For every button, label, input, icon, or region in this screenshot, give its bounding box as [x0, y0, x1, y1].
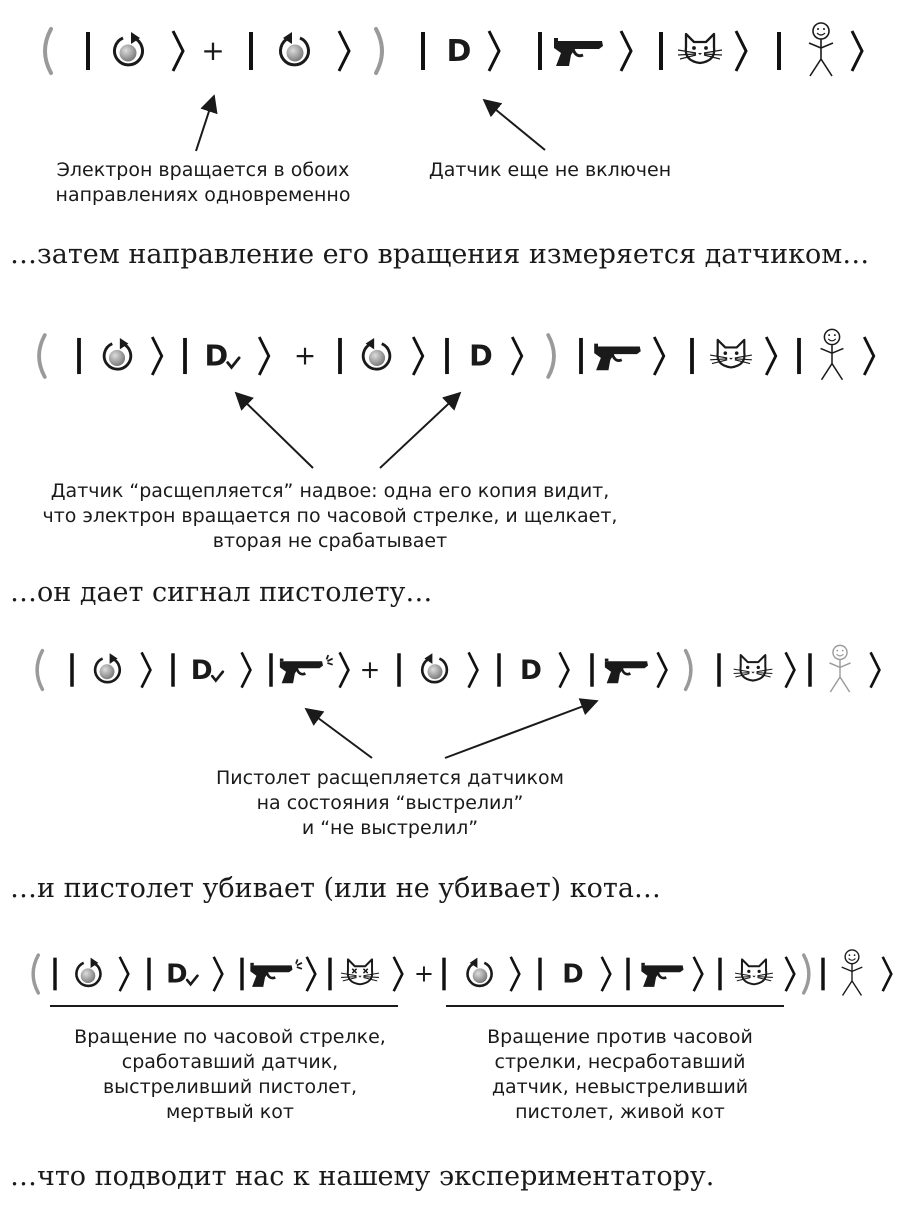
open-paren: [45, 29, 51, 73]
ket-angle: [766, 337, 776, 375]
ket-angle: [173, 31, 183, 71]
dead-cat-icon: [341, 959, 379, 984]
caption-clockwise-branch: Вращение по часовой стрелке, сработавший датчик, выстреливший пистолет, мертвый кот: [74, 1026, 386, 1123]
svg-text:D: D: [166, 959, 188, 990]
gun-icon: [554, 38, 603, 66]
ket-angle: [512, 337, 522, 375]
ket-angle: [736, 31, 746, 71]
caption-counterclockwise-branch: Вращение против часовой стрелки, несработавший датчик, невыстреливший пистолет, живой кот: [487, 1026, 753, 1123]
ket-bar: [269, 653, 273, 686]
ket-angle: [340, 652, 349, 687]
ket-bar: [777, 32, 781, 70]
svg-text:D: D: [520, 654, 542, 686]
ket-angle: [489, 31, 499, 71]
spin-clockwise-icon: [95, 653, 120, 682]
arrow-icon: [306, 709, 372, 758]
svg-text:D: D: [190, 654, 213, 686]
plus-sign: +: [293, 340, 317, 372]
stick-figure-icon: [809, 23, 833, 76]
ket-bar: [328, 958, 331, 991]
spin-counterclockwise-icon: [363, 338, 390, 369]
narration-gun-cat: …и пистолет убивает (или не убивает) кота…: [10, 873, 661, 904]
plus-sign: +: [359, 654, 381, 684]
ket-angle: [259, 337, 269, 375]
ket-bar: [70, 653, 74, 686]
detector-icon: [520, 655, 542, 686]
ket-angle: [864, 337, 874, 375]
svg-text:D: D: [204, 339, 229, 373]
narration-measurement: …затем направление его вращения измеряется датчиком…: [10, 239, 870, 270]
ket-bar: [690, 338, 694, 374]
caption-detector-splits: Датчик “расщепляется” надвое: одна его копия видит, что электрон вращается по часовой стрелке, и щелкает, вторая не срабатывает: [42, 480, 618, 552]
cat-icon: [678, 34, 722, 63]
close-paren: [376, 29, 382, 73]
ket-angle: [307, 957, 316, 991]
ket-angle: [394, 957, 403, 991]
gun-icon: [280, 655, 333, 683]
cat-icon: [734, 655, 773, 681]
muzzle-flash-icon: [327, 655, 333, 665]
svg-text:D: D: [562, 959, 584, 990]
ket-bar: [249, 32, 253, 70]
ket-angle: [339, 31, 349, 71]
ket-angle: [621, 31, 631, 71]
close-paren: [804, 955, 809, 993]
ket-angle: [152, 337, 162, 375]
caption-gun-splits: Пистолет расщепляется датчиком на состояния “выстрелил” и “не выстрелил”: [216, 767, 564, 839]
ket-bar: [717, 653, 721, 686]
ket-bar: [77, 338, 81, 374]
ket-bar: [538, 32, 542, 70]
detector-icon: [469, 340, 493, 373]
ket-bar: [497, 653, 501, 686]
ket-angle: [413, 337, 423, 375]
open-paren: [37, 651, 42, 690]
checkmark-icon: [228, 358, 239, 368]
checkmark-icon: [187, 976, 197, 985]
detector-icon: [562, 960, 583, 990]
ket-bar: [579, 338, 583, 374]
ket-angle: [242, 652, 251, 687]
stick-figure-icon: [842, 950, 863, 996]
arrow-icon: [484, 100, 545, 150]
stick-figure-icon: [821, 329, 844, 379]
ket-bar: [240, 958, 243, 991]
muzzle-flash-icon: [296, 959, 302, 968]
ket-angle: [871, 652, 880, 687]
spin-counterclockwise-icon: [468, 958, 492, 986]
gun-icon: [605, 659, 648, 684]
spin-counterclockwise-icon: [281, 32, 309, 65]
close-paren: [548, 335, 554, 377]
ket-bar: [445, 338, 449, 374]
close-paren: [686, 651, 691, 690]
svg-text:D: D: [446, 34, 472, 69]
arrow-icon: [445, 701, 597, 758]
ket-bar: [442, 958, 445, 991]
spin-clockwise-icon: [115, 32, 143, 65]
ket-angle: [560, 652, 569, 687]
detector-icon: [166, 960, 197, 990]
ket-bar: [821, 958, 824, 991]
spin-clockwise-icon: [104, 338, 131, 369]
spin-counterclockwise-icon: [422, 653, 447, 682]
ket-bar: [808, 653, 812, 686]
ket-angle: [469, 652, 478, 687]
ket-angle: [602, 957, 611, 991]
open-paren: [33, 955, 38, 993]
stick-figure-icon: [829, 645, 850, 692]
caption-detector-off: Датчик еще не включен: [428, 159, 672, 181]
ket-bar: [86, 32, 90, 70]
checkmark-icon: [212, 672, 223, 681]
open-paren: [39, 335, 45, 377]
ket-bar: [147, 958, 150, 991]
ket-bar: [397, 653, 401, 686]
detector-icon: [447, 34, 472, 69]
ket-bar: [171, 653, 175, 686]
ket-angle: [786, 652, 795, 687]
ket-bar: [538, 958, 541, 991]
plus-sign: +: [201, 34, 225, 67]
gun-icon: [641, 963, 683, 987]
cat-icon: [735, 959, 773, 984]
ket-bar: [338, 338, 342, 374]
plus-sign: +: [413, 959, 435, 988]
arrow-icon: [236, 393, 313, 468]
ket-bar: [183, 338, 187, 374]
ket-bar: [797, 338, 801, 374]
spin-clockwise-icon: [76, 958, 100, 986]
svg-text:D: D: [469, 339, 493, 373]
gun-icon: [250, 959, 302, 987]
detector-icon: [204, 340, 239, 373]
ket-angle: [142, 652, 151, 687]
ket-angle: [654, 337, 664, 375]
ket-angle: [694, 957, 703, 991]
ket-angle: [852, 31, 862, 71]
ket-bar: [421, 32, 425, 70]
narration-experimenter: …что подводит нас к нашему экспериментатору.: [10, 1161, 715, 1192]
ket-bar: [53, 958, 56, 991]
ket-bar: [590, 653, 594, 686]
ket-angle: [214, 957, 223, 991]
gun-icon: [594, 344, 641, 371]
ket-angle: [511, 957, 520, 991]
detector-icon: [191, 655, 223, 686]
arrow-icon: [196, 96, 214, 151]
caption-electron-superposition: Электрон вращается в обоих направлениях одновременно: [55, 159, 351, 206]
ket-angle: [120, 957, 129, 991]
ket-bar: [626, 958, 629, 991]
ket-bar: [718, 958, 721, 991]
ket-angle: [786, 957, 795, 991]
cat-icon: [710, 340, 752, 368]
narration-signal-gun: …он дает сигнал пистолету…: [10, 577, 433, 608]
ket-angle: [883, 957, 892, 991]
arrow-icon: [380, 393, 460, 468]
ket-bar: [659, 32, 663, 70]
ket-angle: [658, 652, 667, 687]
